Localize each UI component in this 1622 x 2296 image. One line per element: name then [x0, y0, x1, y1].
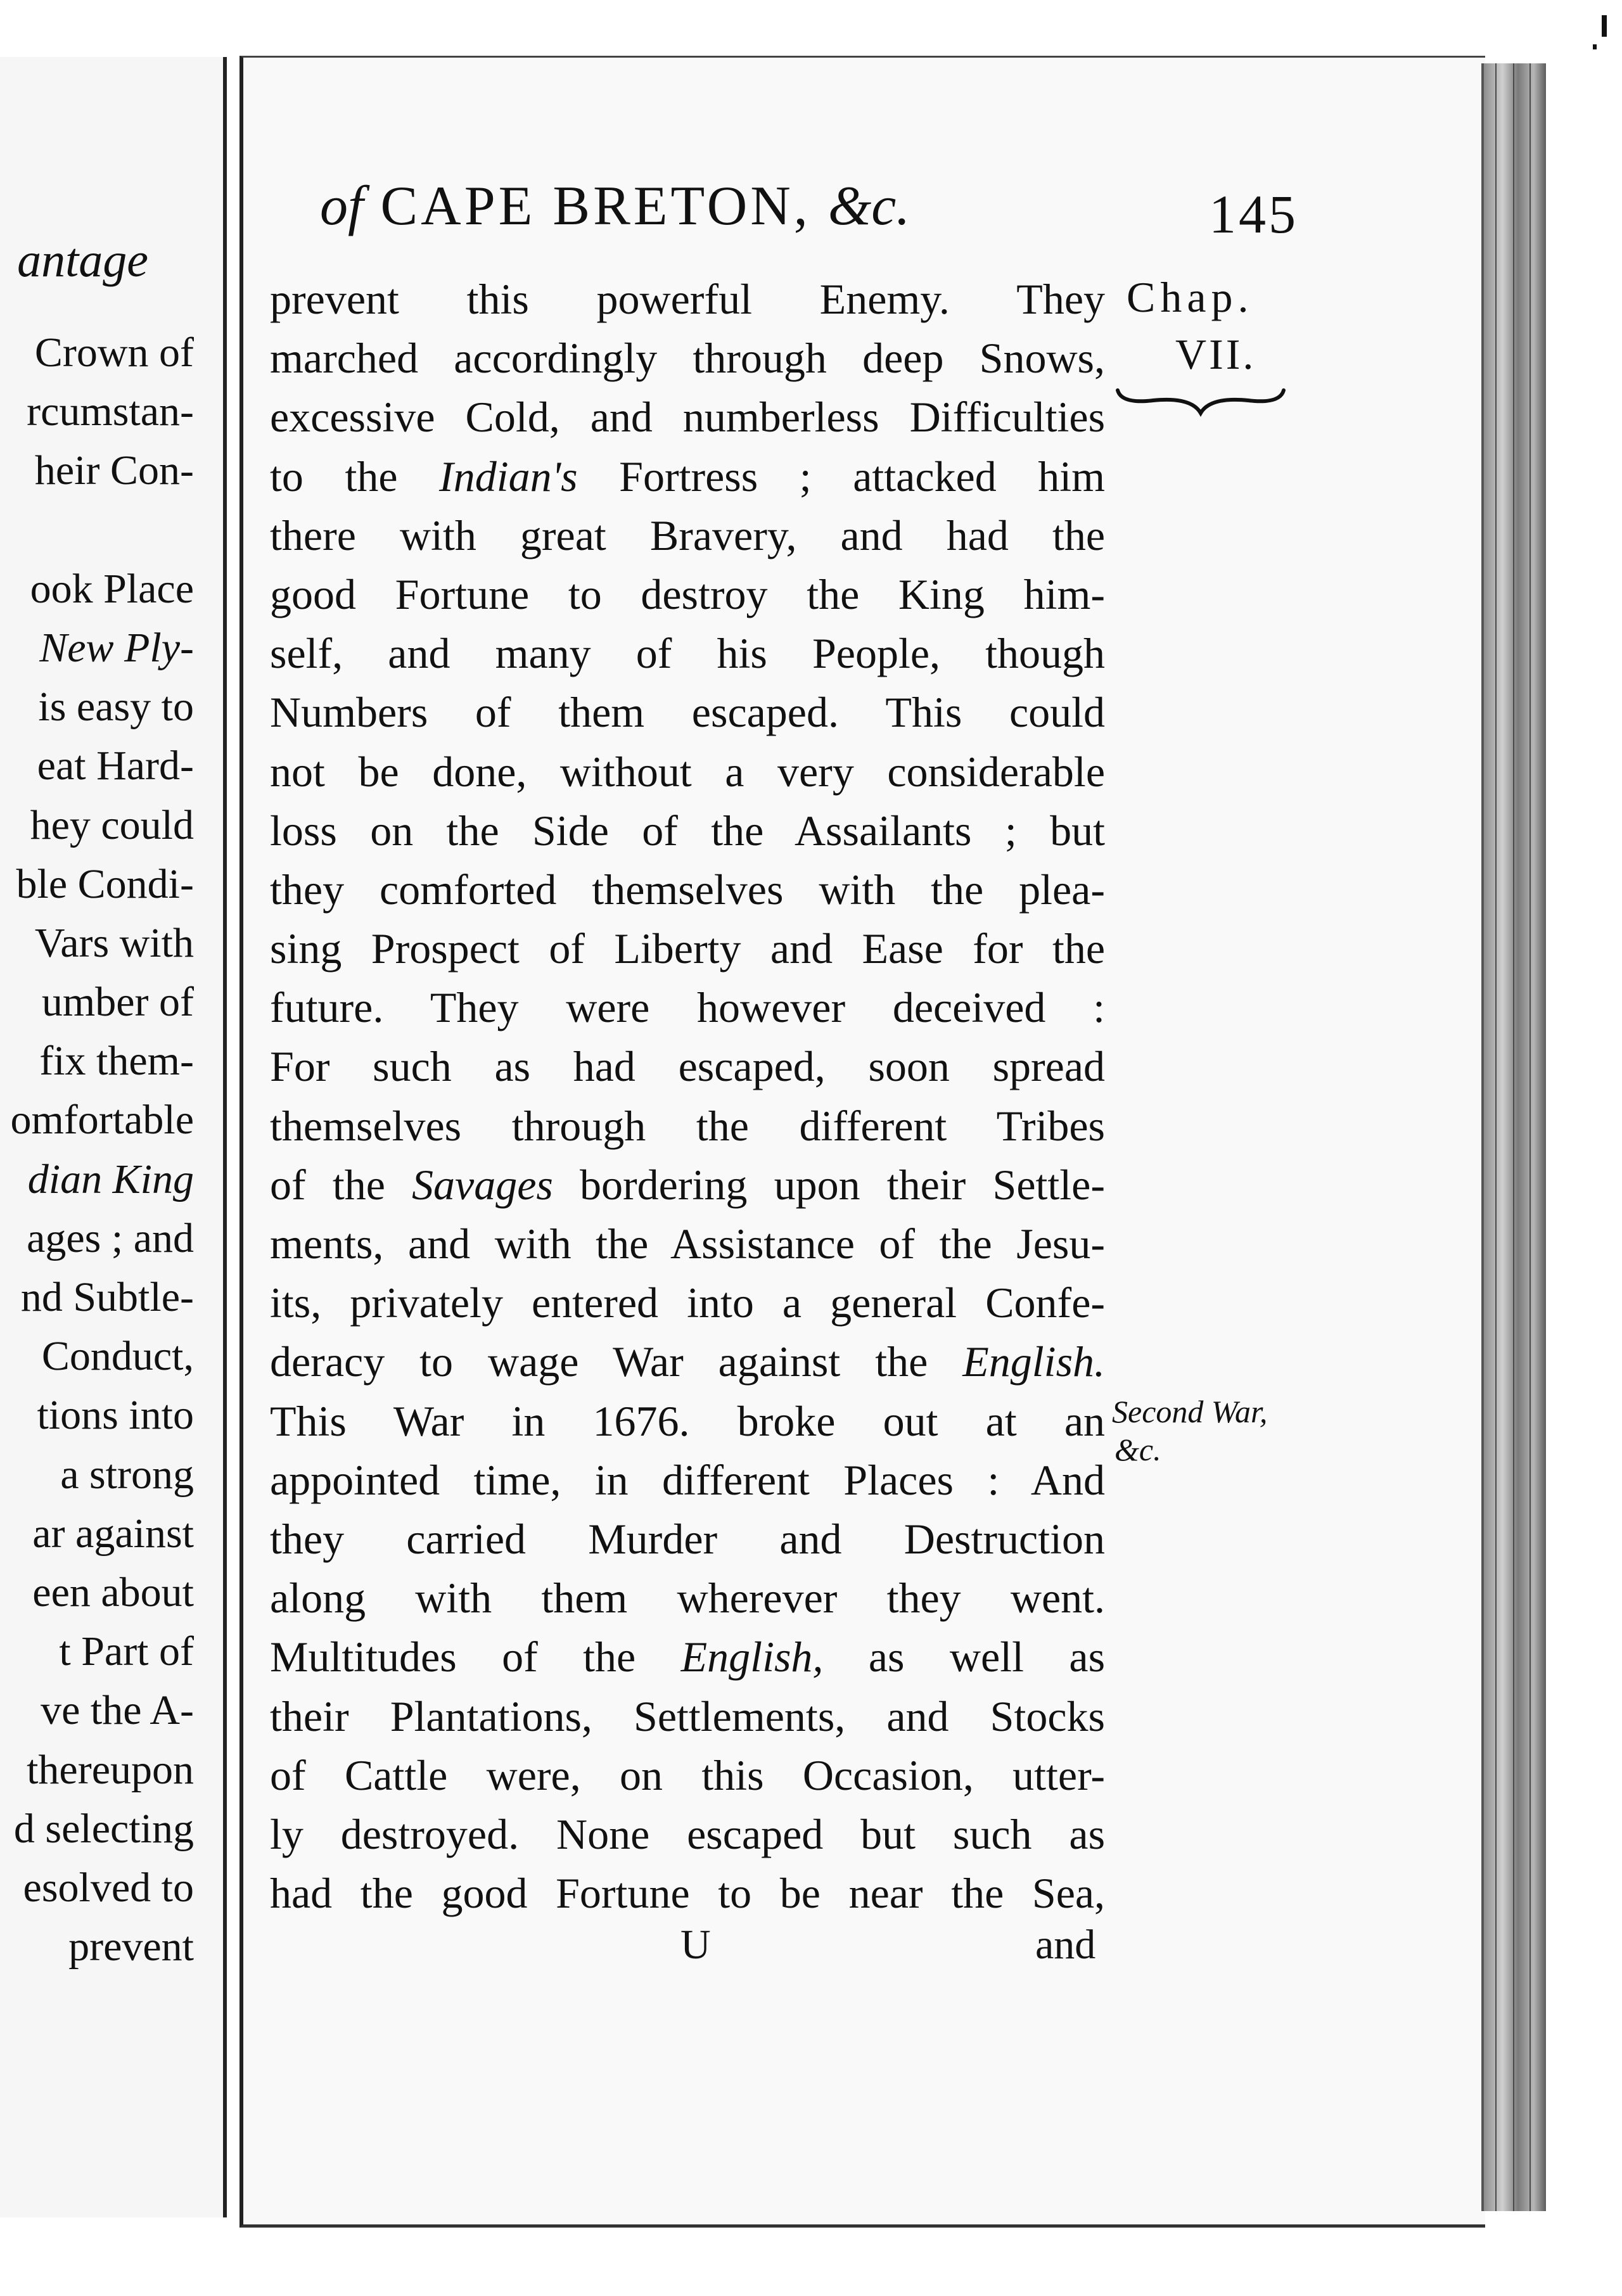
text-line: themselves through the different Tribes — [270, 1101, 1105, 1150]
text-line: there with great Bravery, and had the — [270, 511, 1105, 559]
text-line: its, privately entered into a general Confe- — [270, 1279, 1105, 1327]
left-line: een about — [32, 1569, 194, 1616]
text-line: appointed time, in different Places : And — [270, 1455, 1105, 1504]
text-line: of the Savages bordering upon their Settle- — [270, 1160, 1105, 1209]
text-line: Multitudes of the English, as well as — [270, 1633, 1105, 1681]
left-line: nd Subtle- — [20, 1274, 194, 1320]
left-line: esolved to — [23, 1864, 194, 1911]
left-line: a strong — [60, 1451, 194, 1498]
left-line: Crown of — [34, 329, 194, 376]
margin-note-line: Second War, — [1112, 1394, 1268, 1429]
text-line: of Cattle were, on this Occasion, utter- — [270, 1751, 1105, 1799]
page-edge-stack — [1481, 63, 1546, 2211]
left-line: eat Hard- — [37, 743, 194, 789]
text-line: marched accordingly through deep Snows, — [270, 334, 1105, 383]
curly-brace-ornament — [1115, 385, 1286, 417]
text-line: they comforted themselves with the plea- — [270, 865, 1105, 914]
text-line: they carried Murder and Destruction — [270, 1514, 1105, 1563]
page-edge-line — [1495, 63, 1497, 2211]
running-head-suffix: &c. — [827, 175, 910, 237]
text-line: For such as had escaped, soon spread — [270, 1042, 1105, 1091]
left-line: hey could — [30, 801, 194, 848]
running-head — [320, 174, 910, 238]
left-line: Conduct, — [41, 1333, 194, 1380]
left-line — [0, 501, 194, 559]
text-line: ly destroyed. None escaped but such as — [270, 1809, 1105, 1858]
left-line: d selecting — [13, 1805, 194, 1852]
text-line: sing Prospect of Liberty and Ease for the — [270, 924, 1105, 973]
book-gutter — [227, 51, 241, 2224]
margin-note — [1112, 1393, 1267, 1469]
text-line: deracy to wage War against the English. — [270, 1337, 1105, 1386]
running-head-prefix: of — [320, 175, 364, 237]
signature-mark: U — [680, 1922, 711, 1968]
left-line: dian King — [27, 1156, 194, 1202]
chapter-label: Chap. — [1127, 273, 1254, 321]
left-page-text-fragments — [0, 323, 194, 1976]
text-line: Numbers of them escaped. This could — [270, 688, 1105, 737]
left-page-running-head: antage — [17, 234, 148, 287]
left-line: New Ply- — [39, 624, 194, 671]
left-line: heir Con- — [34, 447, 194, 494]
left-line: ble Condi- — [16, 860, 194, 907]
text-line: future. They were however deceived : — [270, 983, 1105, 1032]
page-number: 145 — [1209, 184, 1298, 245]
left-line: tions into — [37, 1392, 194, 1439]
left-line: prevent — [68, 1923, 194, 1970]
scan-mark-icon — [1592, 13, 1617, 63]
text-line: self, and many of his People, though — [270, 629, 1105, 678]
text-line: prevent this powerful Enemy. They — [270, 275, 1105, 323]
catchword: and — [1035, 1922, 1096, 1968]
left-line: ook Place — [30, 565, 194, 612]
page-edge-line — [1529, 63, 1531, 2211]
left-line: omfortable — [10, 1097, 194, 1144]
text-line: their Plantations, Settlements, and Stocks — [270, 1692, 1105, 1740]
left-line: ages ; and — [27, 1215, 194, 1261]
text-line: along with them wherever they went. — [270, 1574, 1105, 1623]
left-line: ve the A- — [41, 1687, 194, 1734]
text-line: This War in 1676. broke out at an — [270, 1396, 1105, 1445]
running-head-title: CAPE BRETON, — [380, 175, 811, 237]
left-page — [0, 57, 227, 2217]
margin-note-line: &c. — [1114, 1432, 1161, 1467]
left-line: rcumstan- — [27, 388, 194, 435]
text-line: had the good Fortune to be near the Sea, — [270, 1869, 1105, 1918]
left-line: umber of — [41, 979, 194, 1026]
text-line: to the Indian's Fortress ; attacked him — [270, 452, 1105, 501]
left-line: ar against — [32, 1510, 194, 1557]
chapter-number: VII. — [1175, 330, 1256, 378]
left-line: thereupon — [27, 1746, 194, 1793]
left-line: Vars with — [34, 919, 194, 966]
main-text-block — [270, 270, 1105, 1923]
page-edge-line — [1513, 63, 1514, 2211]
left-line: is easy to — [38, 684, 194, 730]
left-line: fix them- — [39, 1038, 194, 1085]
text-line: ments, and with the Assistance of the Jesu- — [270, 1220, 1105, 1268]
text-line: excessive Cold, and numberless Difficulties — [270, 393, 1105, 442]
text-line: not be done, without a very considerable — [270, 747, 1105, 796]
text-line: loss on the Side of the Assailants ; but — [270, 806, 1105, 855]
text-line: good Fortune to destroy the King him- — [270, 570, 1105, 618]
left-line: t Part of — [59, 1628, 194, 1675]
